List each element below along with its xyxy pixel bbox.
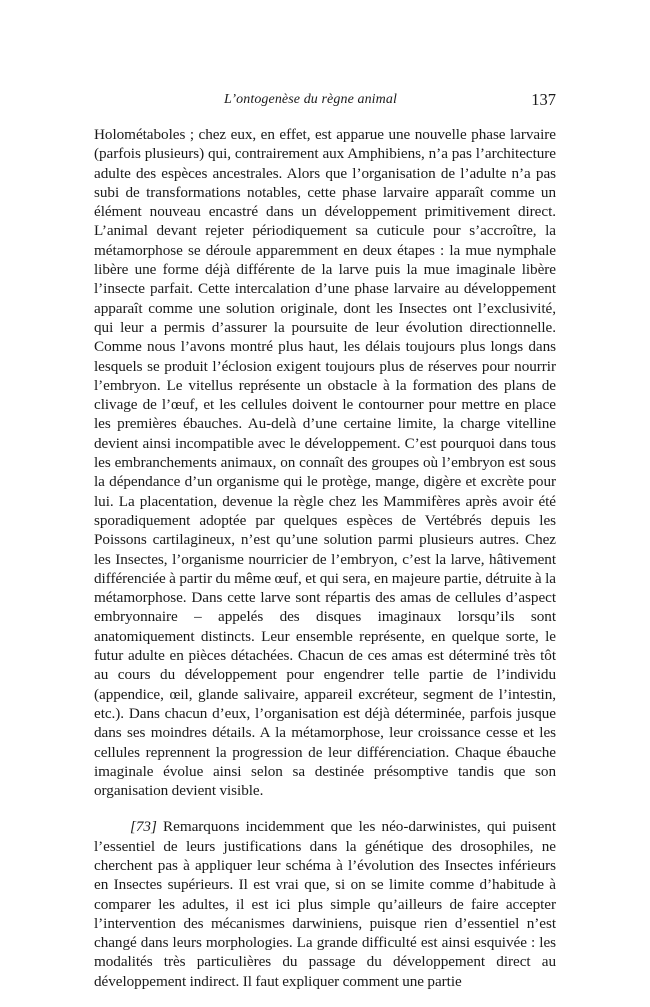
running-head: [94, 92, 556, 112]
running-title: L’ontogenèse du règne animal: [224, 92, 397, 107]
paragraph-neo-darwinistes: [94, 817, 556, 991]
page-number: 137: [531, 90, 556, 109]
paragraph-text: Remarquons incidemment que les néo-darwinistes, qui puisent l’essentiel de leurs justifications dans la génétique des drosophiles, ne cherchent pas à appliquer leur schéma à l’évolution des Insectes inférieurs en Insectes supérieurs. Il est vrai que, si on se limite comme d’habitude à comparer les adultes, il est ici plus simple qu’ailleurs de faire accepter l’intervention des mécanismes darwiniens, puisque rien d’essentiel n’est changé dans leurs morphologies. La grande difficulté est ainsi esquivée : les modalités très particulières du passage du développement direct au développement indirect. Il faut expliquer comment une partie: [94, 818, 556, 990]
note-marker: [73]: [130, 818, 157, 836]
paragraph-holometaboles: Holométaboles ; chez eux, en effet, est apparue une nouvelle phase larvaire (parfois plusieurs) qui, contrairement aux Amphibiens, n’a pas l’architecture adulte des espèces ancestrales. Alors que l’organisation de l’adulte n’a pas subi de transformations notables, cette phase larvaire apparaît comme un élément nouveau encastré dans un développement primitivement direct. L’animal devant rejeter périodiquement sa cuticule pour s’accroître, la métamorphose se déroule apparemment en deux étapes : la mue nymphale libère une forme déjà différente de la larve puis la mue imaginale libère l’insecte parfait. Cette intercalation d’une phase larvaire au développement apparaît comme une solution originale, dont les Insectes ont l’exclusivité, qui leur a permis d’assurer la poursuite de leur évolution directionnelle. Comme nous l’avons montré plus haut, les délais toujours plus longs dans lesquels se produit l’éclosion exigent toujours plus de réserves pour nourrir l’embryon. Le vitellus représente un obstacle à la formation des plans de clivage de l’œuf, et les cellules doivent le contourner pour mettre en place les premières ébauches. Au-delà d’une certaine limite, la charge vitelline devient ainsi incompatible avec le développement. C’est pourquoi dans tous les embranchements animaux, on connaît des groupes où l’embryon est sous la dépendance d’un organisme qui le protège, mange, digère et excrète pour lui. La placentation, devenue la règle chez les Mammifères après avoir été sporadiquement adoptée par quelques espèces de Vertébrés depuis les Poissons cartilagineux, n’est qu’une solution parmi plusieurs autres. Chez les Insectes, l’organisme nourricier de l’embryon, c’est la larve, hâtivement différenciée à partir du même œuf, et qui sera, en majeure partie, détruite à la métamorphose. Dans cette larve sont répartis des amas de cellules d’aspect embryonnaire – appelés des disques imaginaux lorsqu’ils sont anatomiquement distincts. Leur ensemble représente, en quelque sorte, le futur adulte en pièces détachées. Chacun de ces amas est déterminé très tôt au cours du développement pour engendrer telle partie de l’individu (appendice, œil, glande salivaire, appareil excréteur, segment de l’intestin, etc.). Dans chacun d’eux, l’organisation est déjà déterminée, parfois jusque dans ses moindres détails. A la métamorphose, leur croissance cesse et les cellules reprennent la progression de leur différenciation. Chaque ébauche imaginale évolue ainsi selon sa destinée présomptive tandis que son organisation devient visible.: [94, 126, 556, 800]
body-text: [94, 125, 556, 991]
